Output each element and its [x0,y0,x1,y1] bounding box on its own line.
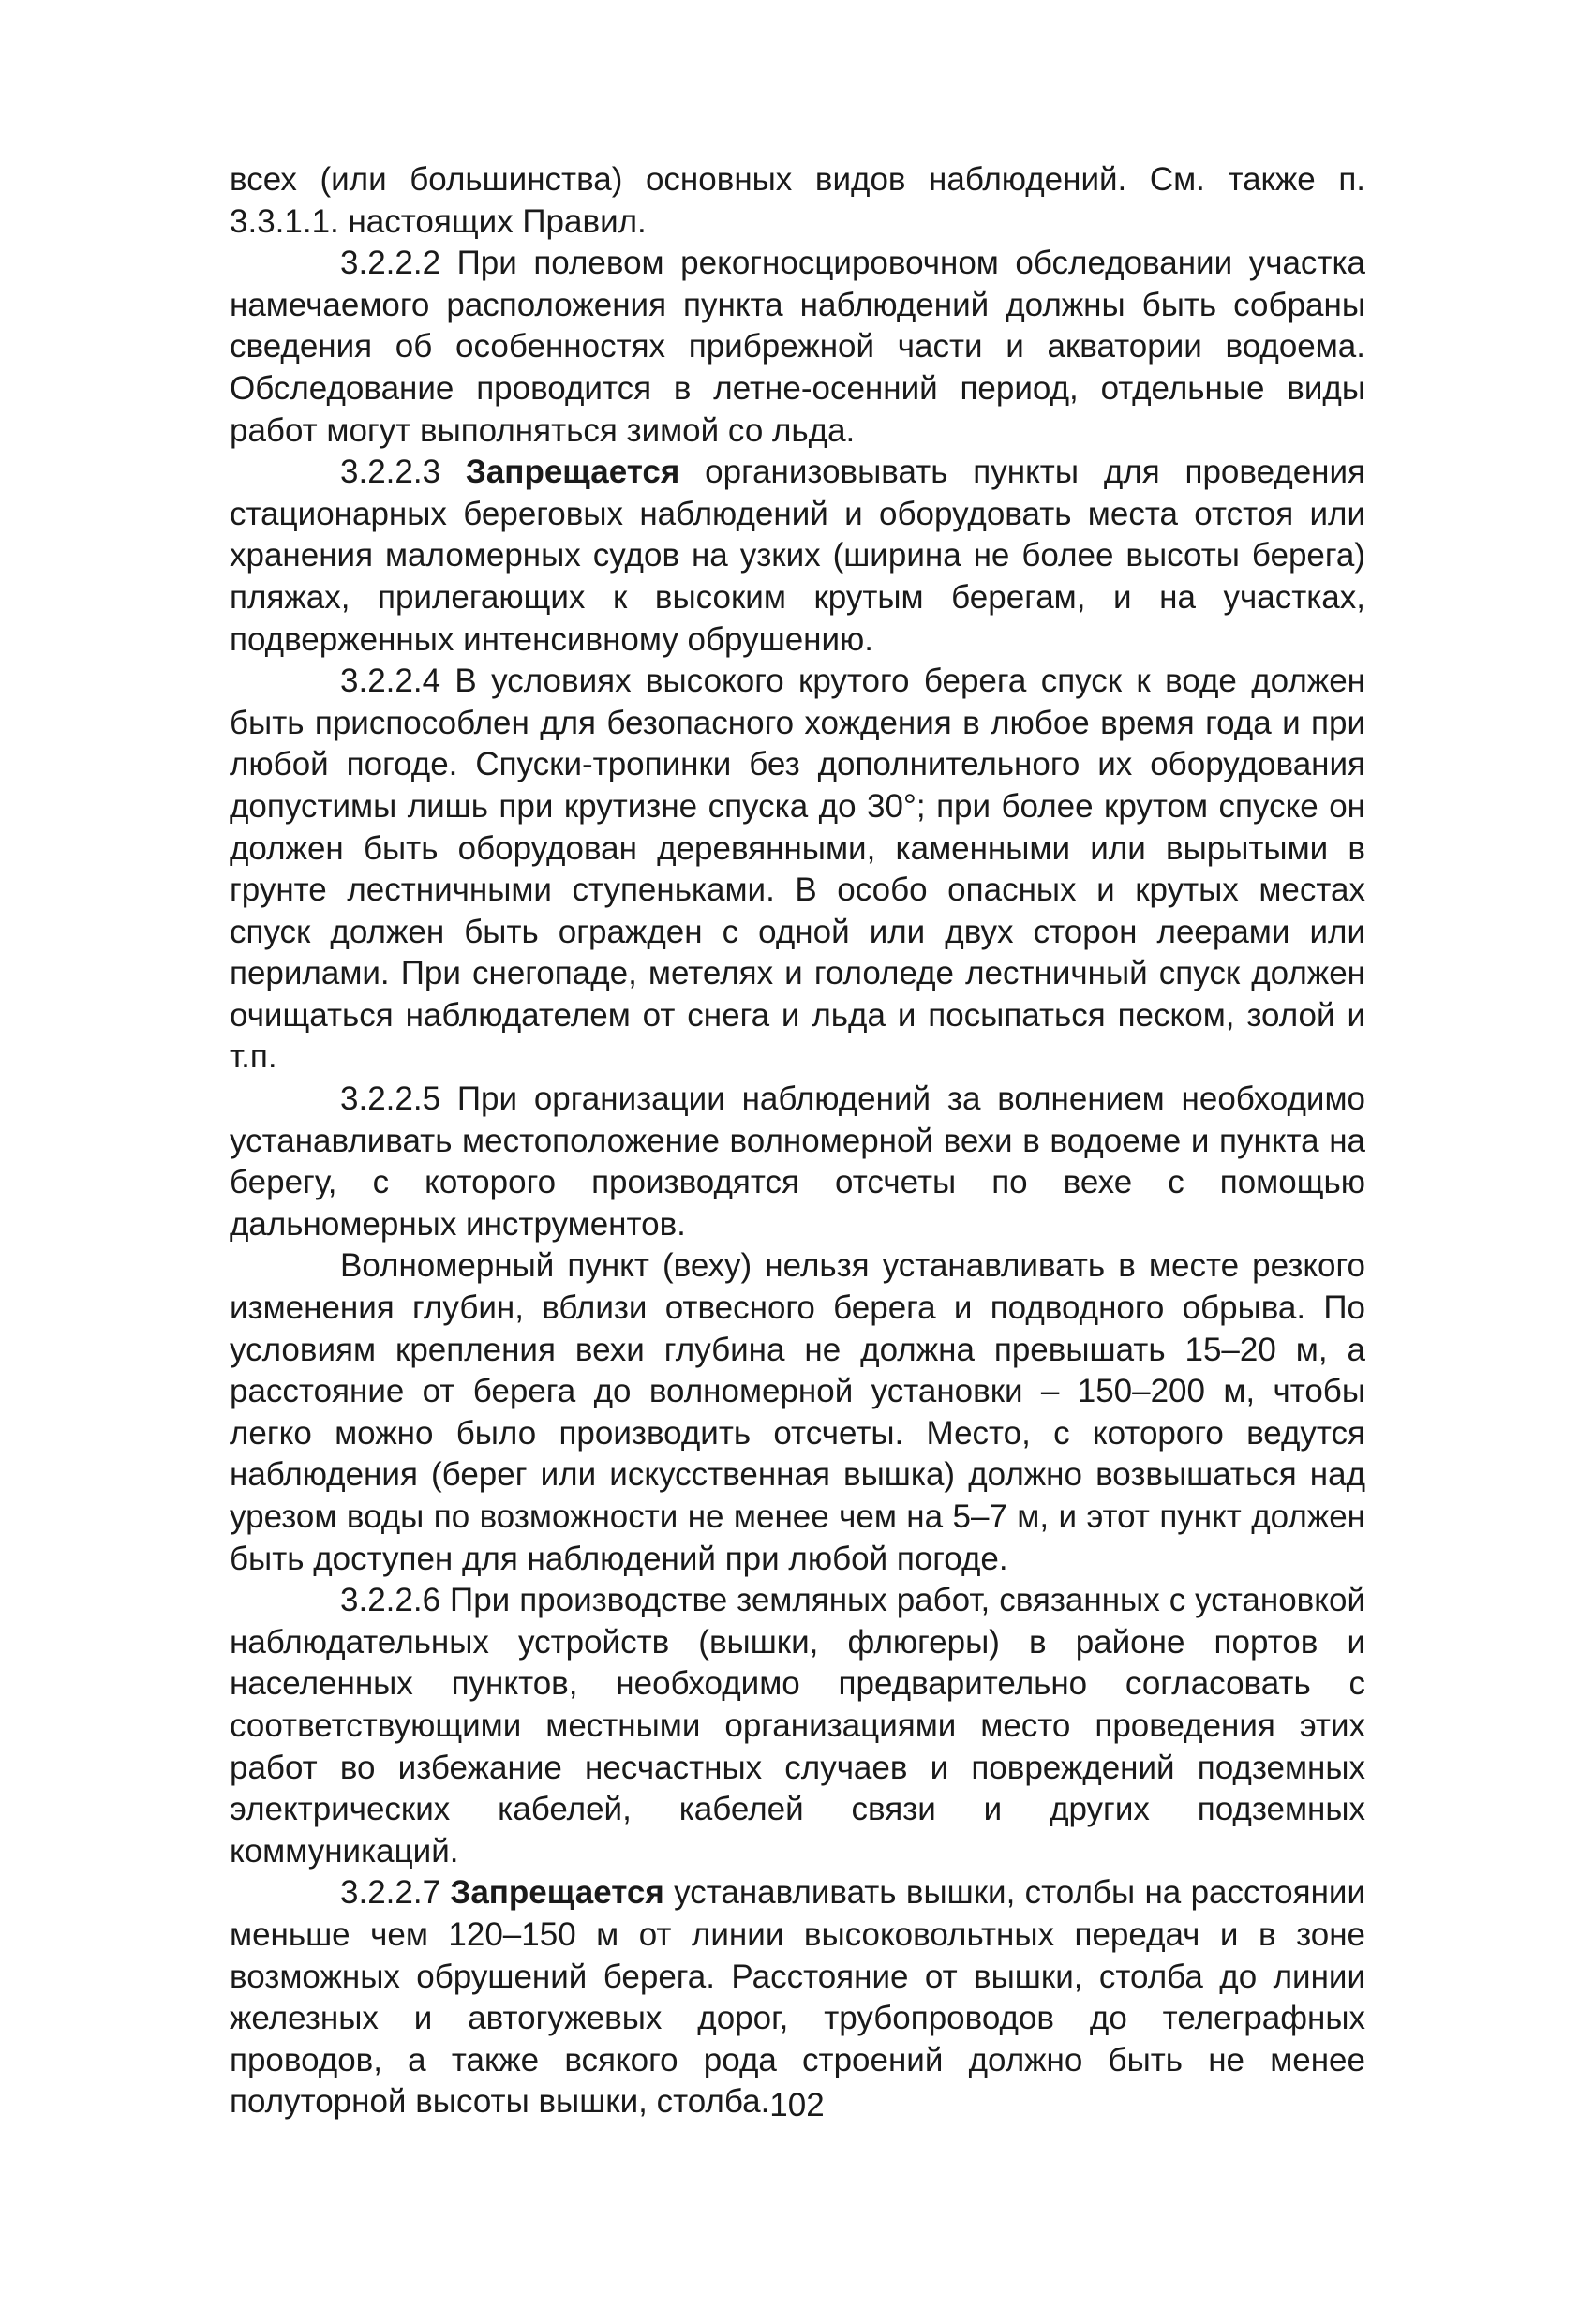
paragraph-3-2-2-4 [230,661,1365,1079]
paragraph-3-2-2-6 [230,1580,1365,1872]
page-number: 102 [769,2087,825,2123]
clause-number: 3.2.2.6 [340,1582,451,1619]
page-body [230,159,1365,2123]
prohibition-keyword: Запрещается [450,1874,664,1912]
paragraph-continuation [230,159,1365,243]
paragraph-3-2-2-2 [230,243,1365,452]
paragraph-text: При организации наблюдений за волнением необходимо устанавливать местоположение волномерной вехи в водоеме и пункта на берегу, с которого производятся отсчеты по вехе с помощью дальномерных инструментов. [230,1080,1365,1243]
prohibition-keyword: Запрещается [465,454,680,491]
paragraph-3-2-2-3 [230,452,1365,661]
paragraph-text: всех (или большинства) основных видов наблюдений. См. также п. 3.3.1.1. настоящих Правил. [230,161,1365,240]
paragraph-text: При полевом рекогносцировочном обследовании участка намечаемого расположения пункта наблюдений должны быть собраны сведения об особенностях прибрежной части и акватории водоема. Обследование проводится в летне-осенний период, отдельные виды работ могут выполняться зимой со льда. [230,245,1365,449]
paragraph-text: В условиях высокого крутого берега спуск к воде должен быть приспособлен для безопасного хождения в любое время года и при любой погоде. Спуски-тропинки без дополнительного их оборудования допустимы лишь при крутизне спуска до 30°; при более крутом спуске он должен быть оборудован деревянными, каменными или вырытыми в грунте лестничными ступеньками. В особо опасных и крутых местах спуск должен быть огражден с одной или двух сторон леерами или перилами. При снегопаде, метелях и гололеде лестничный спуск должен очищаться наблюдателем от снега и льда и посыпаться песком, золой и т.п. [230,663,1365,1076]
paragraph-wave-gauge [230,1245,1365,1580]
paragraph-text: Волномерный пункт (веху) нельзя устанавливать в месте резкого изменения глубин, вблизи отвесного берега и подводного обрыва. По условиям крепления вехи глубина не должна превышать 15–20 м, а расстояние от берега до волномерной установки – 150–200 м, чтобы легко можно было производить отсчеты. Место, с которого ведутся наблюдения (берег или искусственная вышка) должно возвышаться над урезом воды по возможности не менее чем на 5–7 м, и этот пункт должен быть доступен для наблюдений при любой погоде. [230,1247,1365,1577]
paragraph-text: При производстве земляных работ, связанных с установкой наблюдательных устройств (вышки, флюгеры) в районе портов и населенных пунктов, необходимо предварительно согласовать с соответствующими местными организациями место проведения этих работ во избежание несчастных случаев и повреждений подземных электрических кабелей, кабелей связи и других подземных коммуникаций. [230,1582,1366,1870]
clause-number: 3.2.2.3 [340,454,466,491]
clause-number: 3.2.2.4 [340,663,455,700]
paragraph-text: организовывать пункты для проведения стационарных береговых наблюдений и оборудовать места отстоя или хранения маломерных судов на узких (ширина не более высоты берега) пляжах, прилегающих к высоким крутым берегам, и на участках, подверженных интенсивному обрушению. [230,454,1366,658]
clause-number: 3.2.2.7 [340,1874,451,1912]
clause-number: 3.2.2.2 [340,245,457,282]
clause-number: 3.2.2.5 [340,1080,457,1118]
paragraph-3-2-2-5 [230,1079,1365,1245]
paragraph-text: устанавливать вышки, столбы на расстоянии меньше чем 120–150 м от линии высоковольтных передач и в зоне возможных обрушений берега. Расстояние от вышки, столба до линии железных и автогужевых дорог, трубопроводов до телеграфных проводов, а также всякого рода строений должно быть не менее полуторной высоты вышки, столба. [230,1874,1365,2121]
